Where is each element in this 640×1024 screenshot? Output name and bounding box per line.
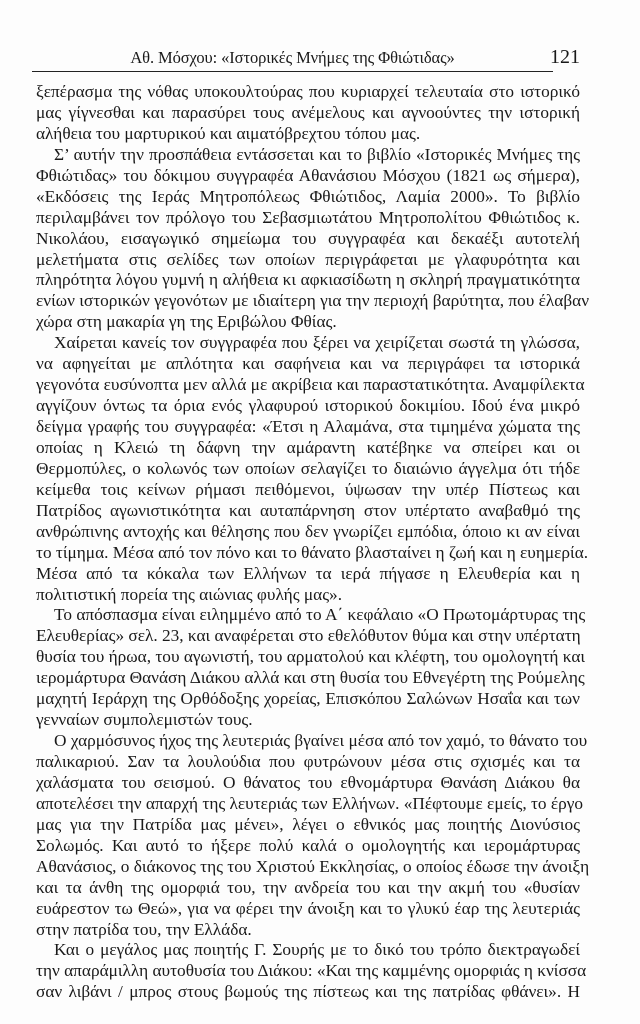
text-line: οποίας η Κλειώ τη δάφνη την αμάραντη κατέβηκε να σπείρει και οι (36, 437, 580, 457)
text-line: να αφηγείται με απλότητα και σαφήνεια και να περιγράφει τα ιστορικά (36, 354, 580, 374)
text-line: την απαράμιλλη αυτοθυσία του Διάκου: «Και της καμμένης ομορφιάς η κνίσσα (36, 961, 587, 981)
body-text (36, 82, 590, 1003)
paragraph (36, 82, 580, 145)
text-line: Μέσα από τα κόκαλα των Ελλήνων τα ιερά πήγασε η Ελευθερία και η (36, 563, 580, 583)
text-line: σαν λιβάνι / μπρος στους βωμούς της πίστεως και της πατρίδας φθάνει». Η (36, 982, 580, 1002)
text-line: δείγμα γραφής του συγγραφέα: «Έτσι η Αλαμάνα, στα τιμημένα χώματα της (36, 417, 580, 436)
text-line: και τα άνθη της ομορφιά του, την ανδρεία του και την ακμή του «θυσίαν (36, 877, 580, 897)
text-line: «Εκδόσεις της Ιεράς Μητροπόλεως Φθιώτιδος, Λαμία 2000». Το βιβλίο (36, 186, 580, 206)
text-line: Πατρίδος αγωνιστικότητα και αυταπάρνηση στον υπέρτατο αναβαθμό της (36, 500, 580, 520)
text-line: ενίων ιστορικών γεγονότων με ιδιαίτερη για την περιοχή βαρύτητα, που έλαβαν (36, 291, 590, 311)
text-line: Χαίρεται κανείς τον συγγραφέα που ξέρει να χειρίζεται σωστά τη γλώσσα, (54, 333, 580, 353)
text-line: κείμεθα τοις κείνων ρήμασι πειθόμενοι, ύψωσαν την υπέρ Πίστεως και (36, 479, 580, 499)
text-line: ιερομάρτυρα Θανάση Διάκου αλλά και στη θυσία του Εθνεγέρτη της Ρούμελης (36, 668, 585, 688)
paragraph (36, 144, 590, 333)
text-line: γεγονότα ευσύνοπτα μεν αλλά με ακρίβεια και παραστατικότητα. Αναμφίλεκτα (36, 375, 585, 395)
text-line: Αθανάσιος, ο διάκονος της του Χριστού Εκκλησίας, ο οποίος έδωσε την άνοιξη (36, 856, 590, 876)
text-line: ευάρεστον τω Θεώ», για να φέρει την άνοιξη και το γλυκύ έαρ της λευτεριάς (36, 898, 580, 918)
page-number: 121 (550, 46, 580, 68)
text-line: μαχητή Ιεράρχη της Ορθόδοξης χορείας, Επισκόπου Σαλώνων Ησαΐα και των (36, 689, 580, 709)
header-rule (32, 71, 553, 72)
text-line: αποτελέσει την απαρχή της λευτεριάς των Ελλήνων. «Πέφτουμε εμείς, το έργο (36, 793, 584, 813)
text-line: πληρότητα λόγου γυμνή η αλήθεια κι αφκιασίδωτη η σκληρή πραγματικότητα (36, 270, 580, 290)
text-line: Ελευθερίας» σελ. 23, και αναφέρεται στο εθελόθυτον θύμα και στην υπέρτατη (36, 626, 581, 646)
text-line: παλικαριού. Σαν τα λουλούδια που φυτρώνουν μέσα στις σχισμές και τα (36, 752, 580, 771)
paragraph (36, 940, 587, 1003)
paragraph (36, 731, 590, 940)
text-line: περιλαμβάνει τον πρόλογο του Σεβασμιωτάτου Μητροπολίτου Φθιώτιδος κ. (36, 207, 580, 227)
text-line: Σ’ αυτήν την προσπάθεια εντάσσεται και το βιβλίο «Ιστορικές Μνήμες της (54, 144, 580, 164)
text-line: ανθρώπινης αντοχής και θέλησης που δεν γνωρίζει εμπόδια, όποιο κι αν είναι (36, 521, 580, 541)
text-line: το τίμημα. Μέσα από τον πόνο και το θάνατο βλασταίνει η ζωή και η ευημερία. (36, 542, 589, 562)
text-line: χώρα στη μακαρία γη της Εριβώλου Φθίας. (36, 312, 337, 332)
paragraph (36, 333, 589, 605)
text-line: μας για την Πατρίδα μας μένει», λέγει ο εθνικός μας ποιητής Διονύσιος (36, 814, 580, 834)
text-line: Το απόσπασμα είναι ειλημμένο από το Α΄ κεφάλαιο «Ο Πρωτομάρτυρας της (54, 605, 586, 625)
header-title: Αθ. Μόσχου: «Ιστορικές Μνήμες της Φθιώτιδας» (130, 48, 455, 67)
text-line: θυσία του ήρωα, του αγωνιστή, του αρματολού και κλέφτη, του ομολογητή και (36, 647, 586, 667)
text-line: Και ο μεγάλος μας ποιητής Γ. Σουρής με το δικό του τρόπο διεκτραγωδεί (54, 940, 580, 960)
running-header (32, 46, 580, 74)
text-line: ξεπέρασμα της νόθας υποκουλτούρας που κυριαρχεί τελευταία στο ιστορικό (36, 82, 580, 101)
text-line: μελετήματα στις σελίδες των οποίων περιγράφεται με γλαφυρότητα και (36, 249, 580, 269)
text-line: αλήθεια του μαρτυρικού και αιματόβρεχτου τόπου μας. (36, 123, 421, 143)
text-line: γενναίων συμπολεμιστών τους. (36, 710, 253, 730)
text-line: Φθιώτιδας» του δόκιμου συγγραφέα Αθανάσιου Μόσχου (1821 ως σήμερα), (36, 165, 580, 185)
text-line: Σολωμός. Και αυτό το ήξερε πολύ καλά ο ομολογητής και ιερομάρτυρας (36, 835, 580, 855)
text-line: στην πατρίδα του, την Ελλάδα. (36, 919, 252, 939)
text-line: μας γίγνεσθαι και παρασύρει τους ανέμελους και αγνοούντες την ιστορική (36, 102, 580, 122)
text-line: Νικολάου, εισαγωγικό σημείωμα του συγγραφέα και δεκαέξι αυτοτελή (36, 228, 580, 248)
text-line: πολιτιστική πορεία της αιώνιας φυλής μας». (36, 584, 343, 604)
text-line: αγγίζουν όντως τα όρια ενός γλαφυρού ιστορικού δοκιμίου. Ιδού ένα μικρό (36, 396, 580, 416)
paragraph (36, 605, 586, 731)
text-line: Θερμοπύλες, ο κολωνός των οποίων σελαγίζει το διαιώνιο άγγελμα ότι τήδε (36, 458, 580, 478)
text-line: χαλάσματα του σεισμού. Ο θάνατος του εθνομάρτυρα Θανάση Διάκου θα (36, 772, 580, 792)
text-line: Ο χαρμόσυνος ήχος της λευτεριάς βγαίνει μέσα από τον χαμό, το θάνατο του (54, 731, 588, 751)
